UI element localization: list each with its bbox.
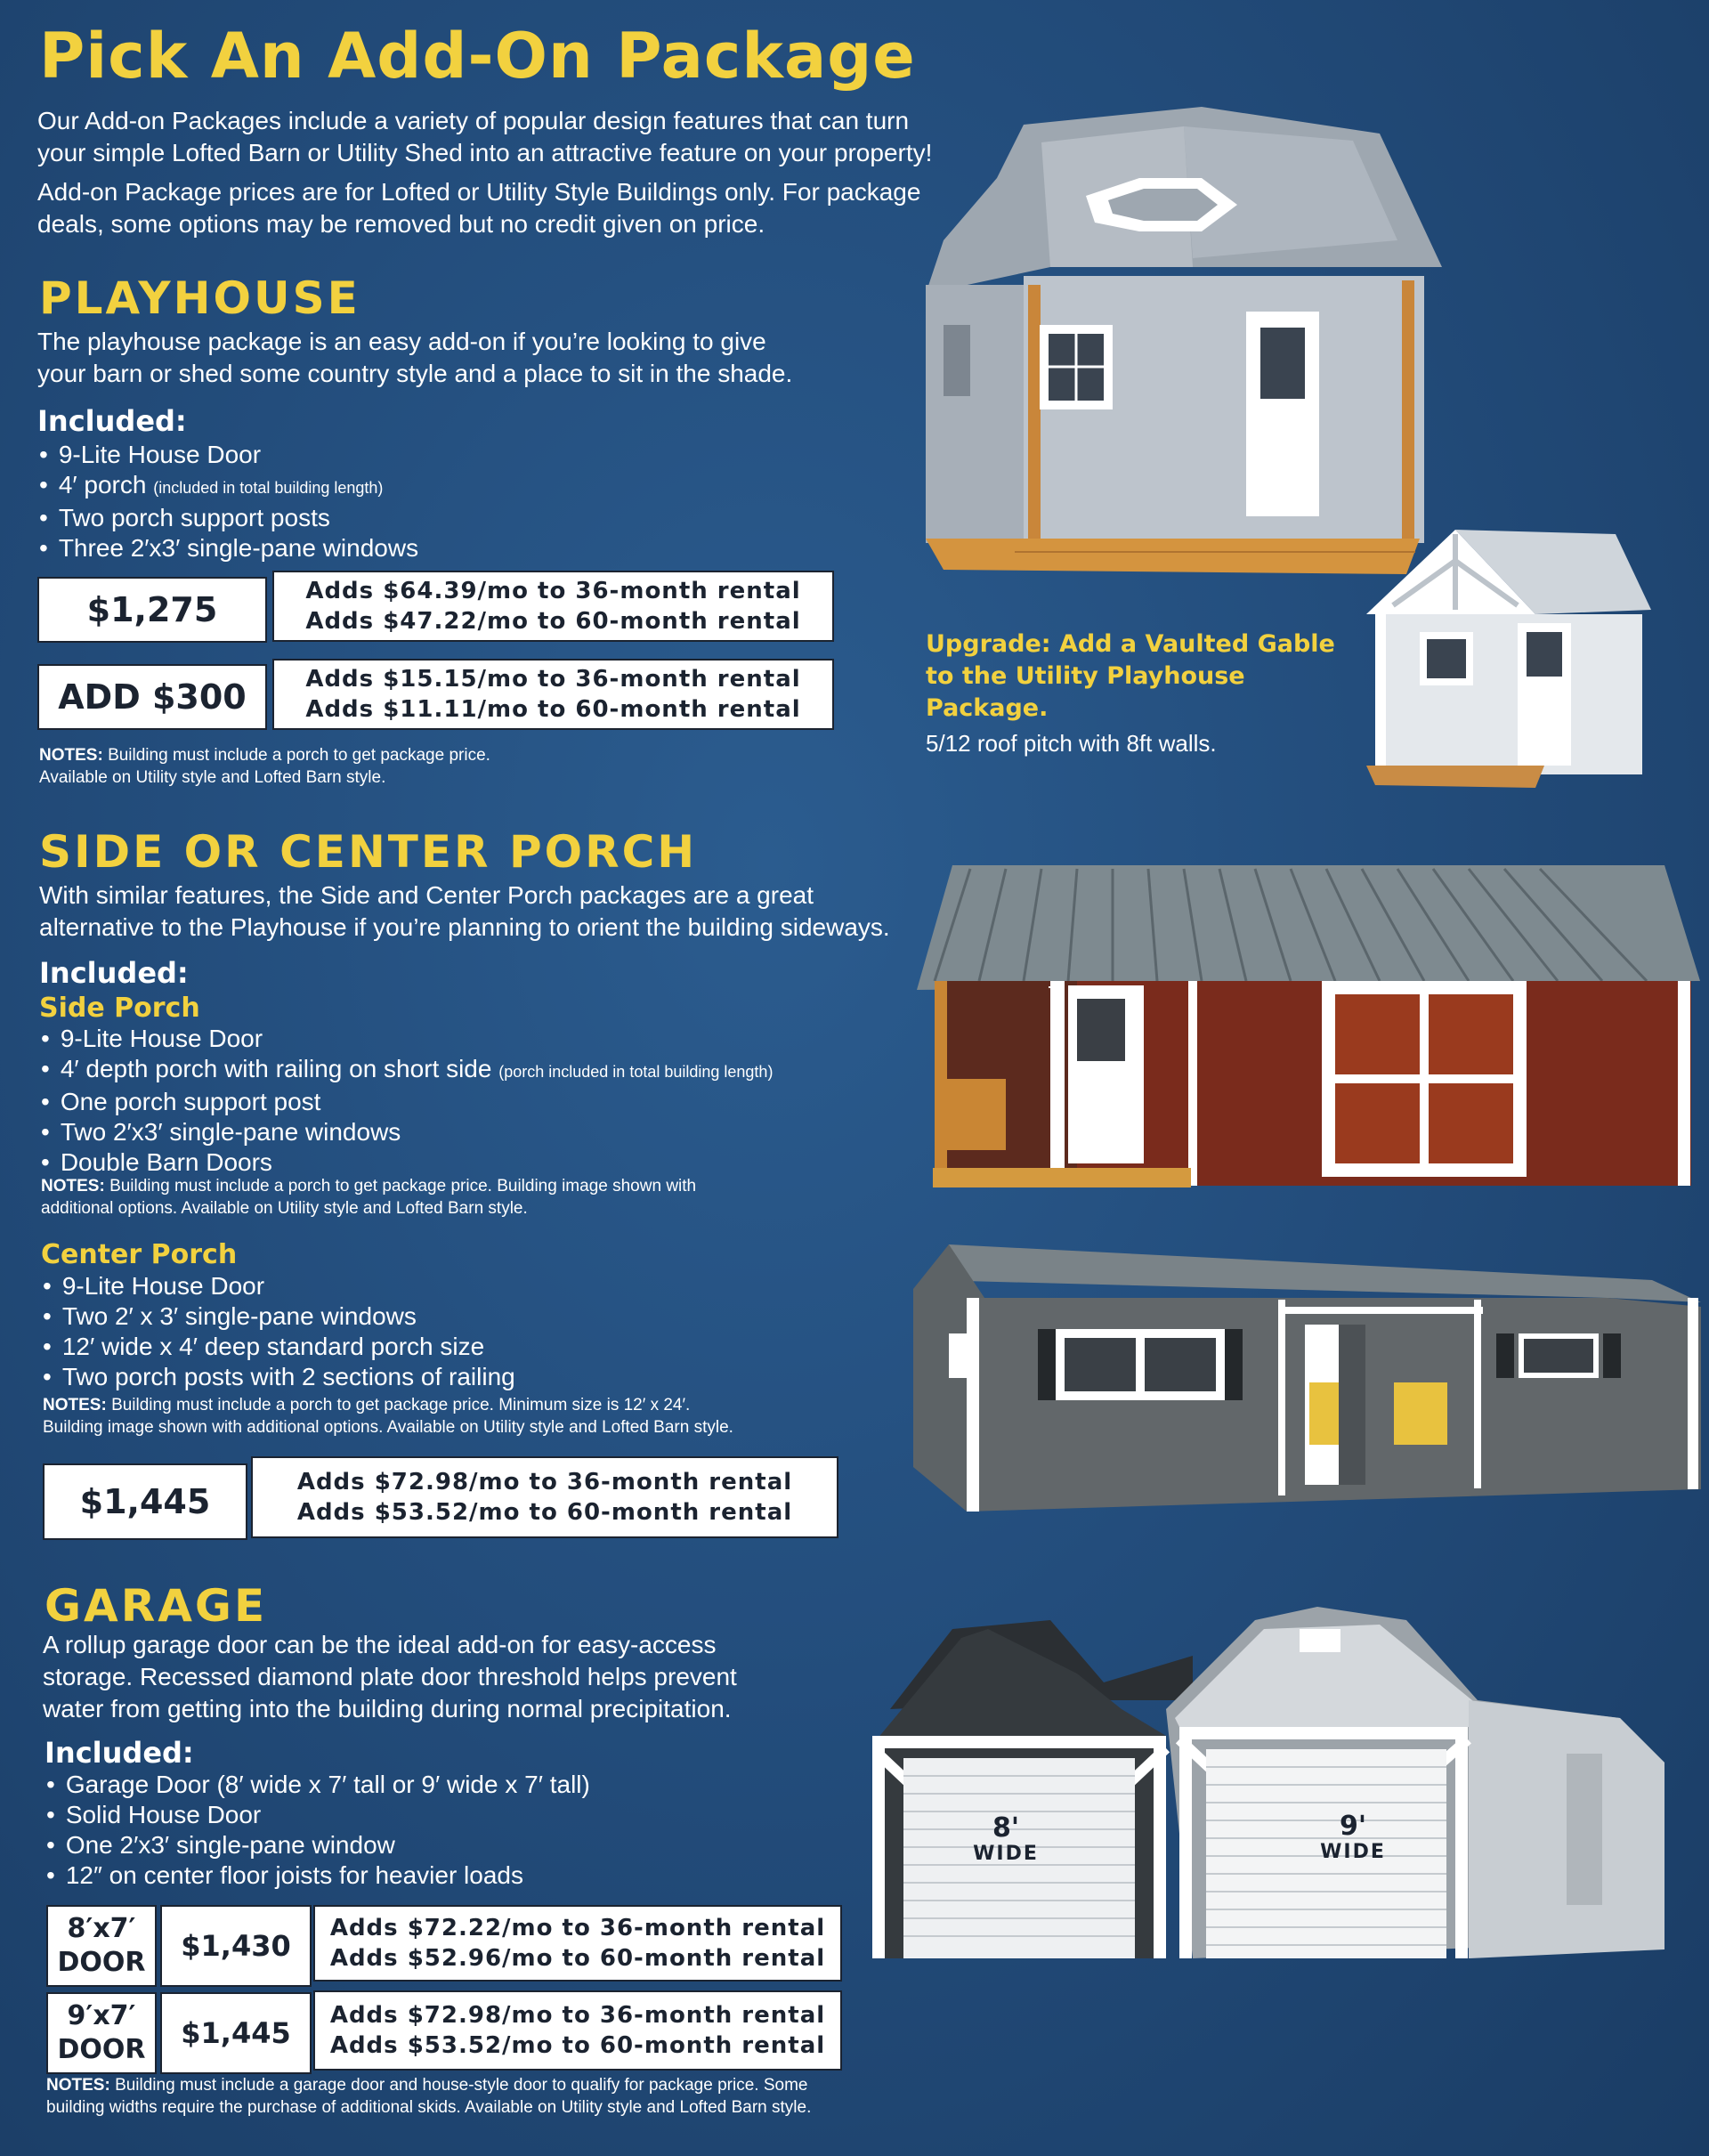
notes-label: NOTES: — [43, 1396, 107, 1414]
notes-text: Building must include a garage door and house-style door to qualify for package price. Some — [115, 2076, 808, 2095]
list-item: • Double Barn Doors — [41, 1147, 773, 1178]
rental-line: Adds $72.98/mo to 36-month rental — [329, 2002, 826, 2029]
door-size: 9′x7′ — [67, 2000, 136, 2031]
intro-line: Add-on Package prices are for Lofted or Utility Style Buildings only. For package — [37, 178, 921, 206]
playhouse-notes — [39, 744, 490, 789]
price: $1,275 — [86, 590, 218, 629]
list-item: • Two 2′ x 3′ single-pane windows — [43, 1301, 515, 1332]
playhouse-price-box — [37, 577, 267, 643]
rental-line: Adds $11.11/mo to 60-month rental — [305, 696, 801, 723]
list-item-note: (included in total building length) — [153, 479, 384, 497]
description-line: your barn or shed some country style and a place to sit in the shade. — [37, 360, 793, 387]
notes-text: Building must include a porch to get package price. — [108, 746, 490, 765]
garage-9x7-rental-box — [313, 1990, 842, 2071]
list-item-note: (porch included in total building length) — [498, 1063, 774, 1081]
description-line: The playhouse package is an easy add-on if you’re looking to give — [37, 328, 766, 355]
garage-description — [43, 1629, 862, 1725]
description-line: storage. Recessed diamond plate door threshold helps prevent — [43, 1663, 737, 1690]
price: $1,445 — [181, 2016, 291, 2050]
list-item: • Solid House Door — [46, 1800, 590, 1830]
notes-text: Available on Utility style and Lofted Barn style. — [39, 768, 386, 787]
upgrade-description: 5/12 roof pitch with 8ft walls. — [926, 730, 1217, 757]
side-porch-title: Side Porch — [39, 993, 200, 1024]
list-item — [41, 1054, 773, 1087]
porch-description — [39, 879, 929, 944]
notes-label: NOTES: — [41, 1177, 105, 1196]
page-title: Pick An Add-On Package — [39, 20, 916, 93]
intro — [37, 105, 1016, 240]
width-number: 8' — [992, 1812, 1020, 1844]
notes-text: Building must include a porch to get package price. Minimum size is 12′ x 24′. — [111, 1396, 691, 1414]
list-item: • 12′ wide x 4′ deep standard porch size — [43, 1332, 515, 1362]
list-item: • 9-Lite House Door — [41, 1024, 773, 1054]
garage-door-9x7-box — [46, 1992, 157, 2074]
intro-line: your simple Lofted Barn or Utility Shed into an attractive feature on your property! — [37, 139, 933, 166]
upgrade-rental-box — [272, 659, 834, 730]
list-item-text: 4′ porch — [58, 471, 147, 498]
garage-included-label: Included: — [45, 1736, 194, 1770]
garage-8ft-label — [957, 1814, 1055, 1865]
list-item: • Three 2′x3′ single-pane windows — [39, 533, 418, 563]
price: ADD $300 — [58, 677, 247, 717]
list-item: • Two porch posts with 2 sections of railing — [43, 1362, 515, 1392]
list-item: • Two porch support posts — [39, 503, 418, 533]
description-line: alternative to the Playhouse if you’re planning to orient the building sideways. — [39, 913, 890, 941]
notes-label: NOTES: — [46, 2076, 110, 2095]
notes-text: building widths require the purchase of additional skids. Available on Utility style and Lofted Barn style. — [46, 2098, 812, 2117]
garage-buildings-image — [872, 1602, 1673, 1967]
garage-8x7-rental-box — [313, 1905, 842, 1982]
list-item: • 9-Lite House Door — [43, 1271, 515, 1301]
rental-line: Adds $72.98/mo to 36-month rental — [296, 1469, 793, 1495]
playhouse-included-label: Included: — [37, 404, 187, 438]
list-item: • Two 2′x3′ single-pane windows — [41, 1117, 773, 1147]
list-item: • 9-Lite House Door — [39, 440, 418, 470]
playhouse-feature-list — [39, 440, 418, 563]
description-line: A rollup garage door can be the ideal add-on for easy-access — [43, 1631, 717, 1658]
garage-8x7-price-box — [160, 1905, 312, 1987]
width-word: WIDE — [1320, 1841, 1386, 1863]
notes-text: Building must include a porch to get package price. Building image shown with — [109, 1177, 697, 1196]
playhouse-description — [37, 326, 892, 390]
side-porch-feature-list — [41, 1024, 773, 1178]
door-size: 8′x7′ — [67, 1913, 136, 1944]
playhouse-heading: PLAYHOUSE — [39, 272, 360, 324]
playhouse-rental-box — [272, 571, 834, 642]
list-item-text: 4′ depth porch with railing on short side — [60, 1055, 492, 1082]
list-item: • One 2′x3′ single-pane window — [46, 1830, 590, 1860]
rental-line: Adds $53.52/mo to 60-month rental — [329, 2032, 826, 2059]
vaulted-gable-playhouse-image — [1366, 525, 1651, 792]
center-porch-title: Center Porch — [41, 1239, 238, 1270]
description-line: water from getting into the building during normal precipitation. — [43, 1695, 732, 1722]
notes-text: additional options. Available on Utility style and Lofted Barn style. — [41, 1199, 528, 1218]
side-porch-barn-image — [917, 856, 1700, 1195]
intro-line: deals, some options may be removed but no credit given on price. — [37, 210, 765, 238]
porch-rental-box — [251, 1456, 838, 1538]
center-porch-feature-list — [43, 1271, 515, 1392]
upgrade-callout — [926, 628, 1371, 758]
intro-line: Our Add-on Packages include a variety of popular design features that can turn — [37, 107, 910, 134]
porch-included-label: Included: — [39, 956, 189, 990]
door-word: DOOR — [57, 2034, 146, 2065]
list-item: • Garage Door (8′ wide x 7′ tall or 9′ wide x 7′ tall) — [46, 1770, 590, 1800]
door-word: DOOR — [57, 1947, 146, 1978]
garage-9x7-price-box — [160, 1992, 312, 2074]
porch-heading: SIDE OR CENTER PORCH — [39, 826, 698, 878]
description-line: With similar features, the Side and Center Porch packages are a great — [39, 881, 814, 909]
garage-heading: GARAGE — [45, 1580, 268, 1632]
rental-line: Adds $15.15/mo to 36-month rental — [305, 666, 801, 693]
rental-line: Adds $64.39/mo to 36-month rental — [305, 578, 801, 604]
upgrade-title: to the Utility Playhouse Package. — [926, 662, 1245, 722]
notes-text: Building image shown with additional options. Available on Utility style and Lofted Barn style. — [43, 1418, 733, 1437]
list-item: • 12″ on center floor joists for heavier loads — [46, 1860, 590, 1891]
rental-line: Adds $47.22/mo to 60-month rental — [305, 608, 801, 635]
garage-9ft-label — [1304, 1812, 1402, 1863]
garage-feature-list — [46, 1770, 590, 1891]
price: $1,430 — [181, 1929, 291, 1963]
upgrade-title: Upgrade: Add a Vaulted Gable — [926, 630, 1335, 658]
garage-door-8x7-box — [46, 1905, 157, 1987]
list-item: • One porch support post — [41, 1087, 773, 1117]
garage-notes — [46, 2074, 811, 2119]
upgrade-price-box — [37, 664, 267, 730]
playhouse-barn-image — [908, 89, 1460, 588]
center-porch-barn-image — [913, 1244, 1701, 1516]
price: $1,445 — [79, 1482, 211, 1521]
notes-label: NOTES: — [39, 746, 103, 765]
rental-line: Adds $72.22/mo to 36-month rental — [329, 1915, 826, 1941]
side-porch-notes — [41, 1175, 696, 1220]
center-porch-notes — [43, 1394, 733, 1439]
rental-line: Adds $53.52/mo to 60-month rental — [296, 1499, 793, 1526]
rental-line: Adds $52.96/mo to 60-month rental — [329, 1945, 826, 1972]
width-word: WIDE — [973, 1843, 1039, 1865]
porch-price-box — [43, 1463, 247, 1540]
list-item — [39, 470, 418, 503]
width-number: 9' — [1339, 1811, 1367, 1842]
